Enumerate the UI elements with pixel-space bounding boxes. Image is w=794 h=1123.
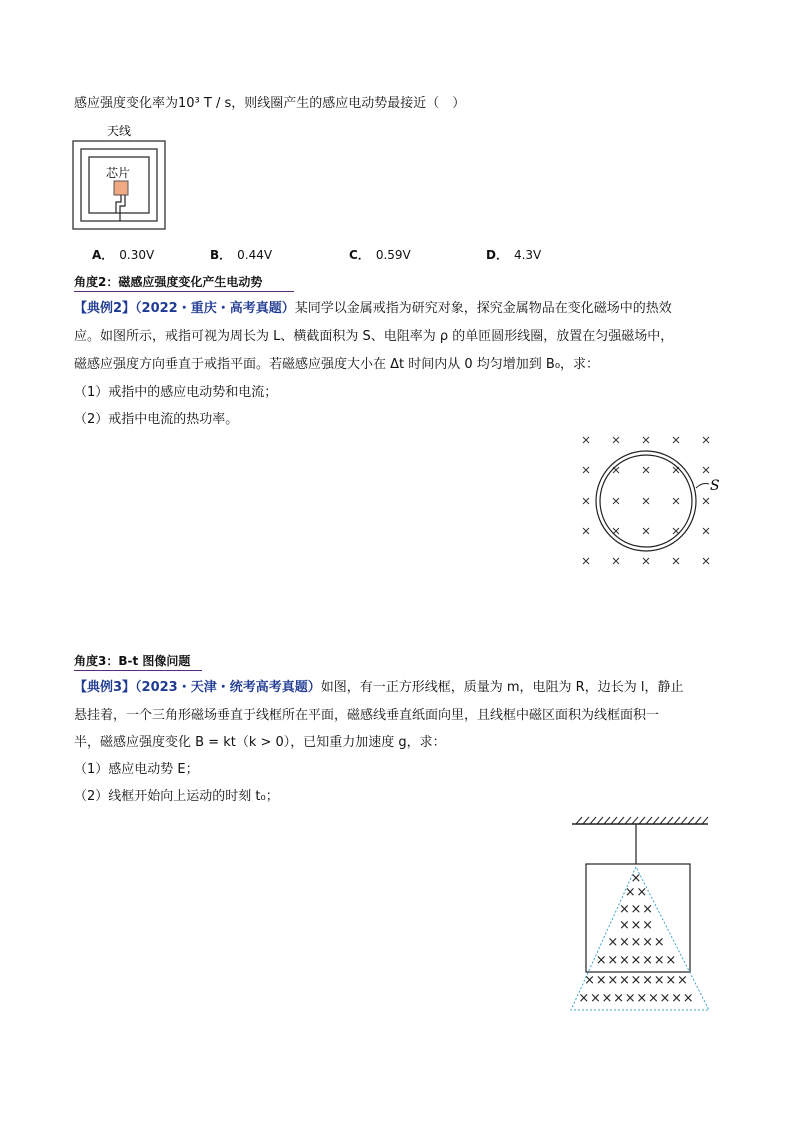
hatch-mark xyxy=(688,817,694,824)
field-cross-mark xyxy=(703,528,709,534)
field-cross-mark xyxy=(613,437,619,443)
field-cross-mark xyxy=(673,498,679,504)
field-cross-mark: × xyxy=(618,902,630,917)
angle2-text-line-2: 应。如图所示，戒指可视为周长为 L、横截面积为 S、电阻率为 ρ 的单匝圆形线圈，放置在匀强磁场中， xyxy=(74,329,674,344)
triangle-field-crosses xyxy=(578,871,693,1006)
hatch-mark xyxy=(590,817,596,824)
field-cross-mark: × xyxy=(653,973,665,988)
field-cross-mark xyxy=(583,558,589,564)
field-cross-mark: × xyxy=(618,935,630,950)
field-cross-mark xyxy=(673,528,679,534)
hatch-mark xyxy=(625,817,631,824)
hatch-mark xyxy=(583,817,589,824)
field-cross-mark xyxy=(643,467,649,473)
field-cross-mark: × xyxy=(682,991,694,1006)
hatch-mark xyxy=(618,817,624,824)
field-cross-mark: × xyxy=(653,935,665,950)
hatch-mark xyxy=(611,817,617,824)
field-cross-mark: × xyxy=(584,973,596,988)
angle3-heading-underline xyxy=(74,670,202,671)
field-cross-mark: × xyxy=(618,918,630,933)
field-cross-mark: × xyxy=(630,953,642,968)
cross-section-pointer xyxy=(696,484,709,489)
field-cross-mark: × xyxy=(642,973,654,988)
field-cross-mark xyxy=(613,528,619,534)
cross-section-label: S xyxy=(710,478,720,494)
hatch-mark xyxy=(660,817,666,824)
hatch-mark xyxy=(597,817,603,824)
field-cross-mark: × xyxy=(595,973,607,988)
hanging-frame-figure xyxy=(566,812,716,1017)
field-cross-mark: × xyxy=(642,935,654,950)
angle2-text-line-1: 【典例2】（2022・重庆・高考真题）某同学以金属戒指为研究对象，探究金属物品在变化磁场中的热效 xyxy=(74,301,672,316)
field-cross-mark: × xyxy=(624,991,636,1006)
field-cross-mark: × xyxy=(624,885,636,900)
field-cross-mark: × xyxy=(618,973,630,988)
field-cross-mark: × xyxy=(630,871,642,886)
field-cross-mark: × xyxy=(676,973,688,988)
field-cross-mark xyxy=(613,498,619,504)
option-a[interactable]: A． 0.30V xyxy=(92,248,155,262)
hatch-mark xyxy=(604,817,610,824)
angle2-text-line-3: 磁感应强度方向垂直于戒指平面。若磁感应强度大小在 Δt 时间内从 0 均匀增加到 B₀，求： xyxy=(74,357,600,372)
field-cross-mark: × xyxy=(630,918,642,933)
field-cross-mark xyxy=(613,558,619,564)
hatch-mark xyxy=(674,817,680,824)
angle3-text-line-3: 半，磁感应强度变化 B = kt（k > 0），已知重力加速度 g，求： xyxy=(74,735,446,750)
field-cross-mark: × xyxy=(630,973,642,988)
angle2-question-2: （2）戒指中电流的热功率。 xyxy=(74,412,239,427)
field-cross-mark: × xyxy=(607,953,619,968)
field-cross-mark: × xyxy=(647,991,659,1006)
field-cross-mark xyxy=(703,437,709,443)
field-cross-mark: × xyxy=(607,973,619,988)
field-cross-mark xyxy=(673,558,679,564)
hatch-mark xyxy=(653,817,659,824)
angle3-question-1: （1）感应电动势 E； xyxy=(74,762,199,777)
field-cross-mark: × xyxy=(636,885,648,900)
ceiling-hatching xyxy=(576,817,708,824)
field-cross-mark: × xyxy=(618,953,630,968)
field-cross-mark xyxy=(703,558,709,564)
angle2-heading-underline xyxy=(74,291,294,292)
chip-icon xyxy=(114,181,128,195)
angle3-heading: 角度3：B-t 图像问题 xyxy=(74,654,191,668)
field-cross-mark xyxy=(583,498,589,504)
field-cross-mark: × xyxy=(665,953,677,968)
field-cross-mark: × xyxy=(607,935,619,950)
field-cross-mark xyxy=(643,558,649,564)
field-cross-mark xyxy=(583,467,589,473)
field-cross-mark: × xyxy=(630,902,642,917)
angle3-question-2: （2）线框开始向上运动的时刻 t₀； xyxy=(74,789,279,804)
option-d[interactable]: D． 4.3V xyxy=(486,248,542,262)
angle2-question-1: （1）戒指中的感应电动势和电流； xyxy=(74,385,278,400)
hatch-mark xyxy=(667,817,673,824)
q1-text-line: 感应强度变化率为10³ T / s，则线圈产生的感应电动势最接近（ ） xyxy=(74,96,466,111)
field-cross-mark: × xyxy=(613,991,625,1006)
antenna-chip-figure xyxy=(70,120,170,232)
option-b[interactable]: B． 0.44V xyxy=(210,248,273,262)
hatch-mark xyxy=(695,817,701,824)
hatch-mark xyxy=(646,817,652,824)
ring-field-figure xyxy=(576,430,726,570)
antenna-label: 天线 xyxy=(107,124,132,138)
hatch-mark xyxy=(639,817,645,824)
field-cross-mark xyxy=(703,498,709,504)
field-cross-mark: × xyxy=(578,991,590,1006)
field-cross-mark: × xyxy=(653,953,665,968)
option-c[interactable]: C． 0.59V xyxy=(349,248,411,262)
field-cross-mark: × xyxy=(601,991,613,1006)
hatch-mark xyxy=(632,817,638,824)
angle3-text-line-1: 【典例3】（2023・天津・统考高考真题）如图，有一正方形线框，质量为 m，电阻为 R，边长为 l，静止 xyxy=(74,680,684,695)
hatch-mark xyxy=(576,817,582,824)
field-cross-mark xyxy=(673,437,679,443)
field-cross-mark: × xyxy=(642,953,654,968)
field-cross-mark xyxy=(643,437,649,443)
hatch-mark xyxy=(702,817,708,824)
field-cross-mark xyxy=(703,467,709,473)
angle2-heading: 角度2：磁感应强度变化产生电动势 xyxy=(74,275,263,289)
angle3-text-line-2: 悬挂着，一个三角形磁场垂直于线框所在平面，磁感线垂直纸面向里，且线框中磁区面积为线框面积一 xyxy=(74,708,660,723)
field-cross-mark xyxy=(643,498,649,504)
magnetic-field-crosses xyxy=(583,437,709,564)
field-cross-mark: × xyxy=(595,953,607,968)
field-cross-mark xyxy=(643,528,649,534)
field-cross-mark: × xyxy=(642,918,654,933)
field-cross-mark: × xyxy=(671,991,683,1006)
field-cross-mark xyxy=(583,528,589,534)
field-cross-mark: × xyxy=(665,973,677,988)
field-cross-mark: × xyxy=(589,991,601,1006)
hatch-mark xyxy=(681,817,687,824)
field-cross-mark: × xyxy=(636,991,648,1006)
field-cross-mark: × xyxy=(630,935,642,950)
chip-label: 芯片 xyxy=(106,166,131,180)
field-cross-mark xyxy=(583,437,589,443)
field-cross-mark: × xyxy=(642,902,654,917)
field-cross-mark: × xyxy=(659,991,671,1006)
